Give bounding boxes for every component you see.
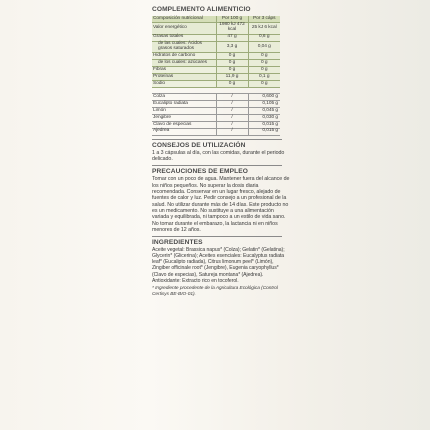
- nutrition-row: [152, 53, 280, 60]
- oil-row: [152, 121, 280, 128]
- ingredientes-text: Aceite vegetal: Brassica napus* (Colza); Gelatin* (Gelatina); Glycerin* (Glicerina); Aceites esenciales: Eucalyptus radiata leaf* (Eucalipto radiada), Citrus limonum peel* (Limón), Zingiber officinale root* (Jengibre), Eugenia caryophyllus* (Clavo de especias), Satureja montana* (Ajedrea). Antioxidante: Extracto rico en tocoferol.: [152, 247, 285, 284]
- precauciones-text: Tomar con un poco de agua. Mantener fuera del alcance de los niños pequeños. No superar la dosis diaria recomendada. Conservar en un lugar fresco, alejado de fuentes de calor y luz. Pedir consejo a un profesional de la salud. No utilizar durante más de 14 días. Este producto no es un medicamento. No sustituye a una alimentación variada y equilibrada, ni tampoco a un estilo de vida sano. No tomar durante el embarazo, la lactancia ni en niños menores de 12 años.: [152, 176, 290, 233]
- consejos-title: CONSEJOS DE UTILIZACIÓN: [152, 141, 246, 149]
- nutrition-row-per100: 1980 kJ 472 kcal: [216, 22, 248, 34]
- nutrition-row-label: Proteínas: [152, 74, 216, 81]
- nutrition-row-per3: 0,1 g: [248, 74, 280, 81]
- nutrition-row-per100: 0 g: [216, 53, 248, 60]
- oil-separator: /: [216, 100, 248, 107]
- nutrition-row: [152, 41, 280, 53]
- oil-name: Clavo de especias: [152, 121, 216, 128]
- oil-amount: 0,015 g: [248, 128, 280, 135]
- nutrition-row-per100: 11,9 g: [216, 74, 248, 81]
- nutrition-row-per3: 0,6 g: [248, 34, 280, 41]
- oil-name: Colza: [152, 93, 216, 100]
- nutrition-row: [152, 60, 280, 67]
- nutrition-row: [152, 22, 280, 34]
- nutrition-row: [152, 81, 280, 88]
- nutrition-row-per3: 0 g: [248, 60, 280, 67]
- essential-oils-table: [152, 93, 280, 136]
- section-divider: [152, 236, 282, 237]
- nutrition-row-label: Valor energético: [152, 22, 216, 34]
- nutrition-row-label: Fibras: [152, 67, 216, 74]
- oil-separator: /: [216, 128, 248, 135]
- nutrition-row-label: de los cuales: azúcares: [152, 60, 216, 67]
- nutrition-row-per100: 0 g: [216, 81, 248, 88]
- consejos-text: 1 a 3 cápsulas al día, con las comidas, durante el periodo delicado.: [152, 149, 285, 163]
- oil-row: [152, 128, 280, 135]
- oil-amount: 0,015 g: [248, 121, 280, 128]
- nutrition-row-per3: 0 g: [248, 67, 280, 74]
- oil-row: [152, 100, 280, 107]
- precauciones-title: PRECAUCIONES DE EMPLEO: [152, 168, 248, 176]
- nutrition-header-label: Composición nutricional: [152, 16, 216, 22]
- ingredientes-title: INGREDIENTES: [152, 239, 203, 247]
- oil-row: [152, 114, 280, 121]
- nutrition-table: [152, 16, 280, 88]
- oil-amount: 0,045 g: [248, 107, 280, 114]
- nutrition-header-per3: Por 3 cáps: [248, 16, 280, 22]
- nutrition-row-label: de las cuales: Ácidos grasos saturados: [152, 41, 216, 53]
- nutrition-row-per100: 0 g: [216, 67, 248, 74]
- oil-row: [152, 93, 280, 100]
- nutrition-row-per100: 3,3 g: [216, 41, 248, 53]
- oil-separator: /: [216, 121, 248, 128]
- section-divider: [152, 165, 282, 166]
- nutrition-row: [152, 74, 280, 81]
- oil-row: [152, 107, 280, 114]
- nutrition-row-per100: 47 g: [216, 34, 248, 41]
- oil-amount: 0,030 g: [248, 114, 280, 121]
- nutrition-row-label: Grasas totales: [152, 34, 216, 41]
- oil-name: Jengibre: [152, 114, 216, 121]
- oil-name: Ajedrea: [152, 128, 216, 135]
- nutrition-row: [152, 67, 280, 74]
- nutrition-row-per100: 0 g: [216, 60, 248, 67]
- oil-separator: /: [216, 114, 248, 121]
- oil-separator: /: [216, 93, 248, 100]
- oil-amount: 0,105 g: [248, 100, 280, 107]
- nutrition-row-per3: 0,04 g: [248, 41, 280, 53]
- label-panel: [152, 6, 290, 297]
- oil-amount: 0,600 g: [248, 93, 280, 100]
- nutrition-row-label: Hidratos de carbono: [152, 53, 216, 60]
- organic-note: * Ingrediente procedente de la Agricultura Ecológica (Control Certisys BE-BIO-01).: [152, 285, 278, 297]
- oil-name: Eucalipto radiata: [152, 100, 216, 107]
- oil-separator: /: [216, 107, 248, 114]
- complemento-title: COMPLEMENTO ALIMENTICIO: [152, 6, 251, 13]
- nutrition-row-label: Sodio: [152, 81, 216, 88]
- section-divider: [152, 139, 282, 140]
- nutrition-row-per3: 0 g: [248, 53, 280, 60]
- oil-name: Limón: [152, 107, 216, 114]
- nutrition-header-per100: Por 100 g: [216, 16, 248, 22]
- nutrition-row-per3: 0 g: [248, 81, 280, 88]
- nutrition-row-per3: 25 kJ 6 kcal: [248, 22, 280, 34]
